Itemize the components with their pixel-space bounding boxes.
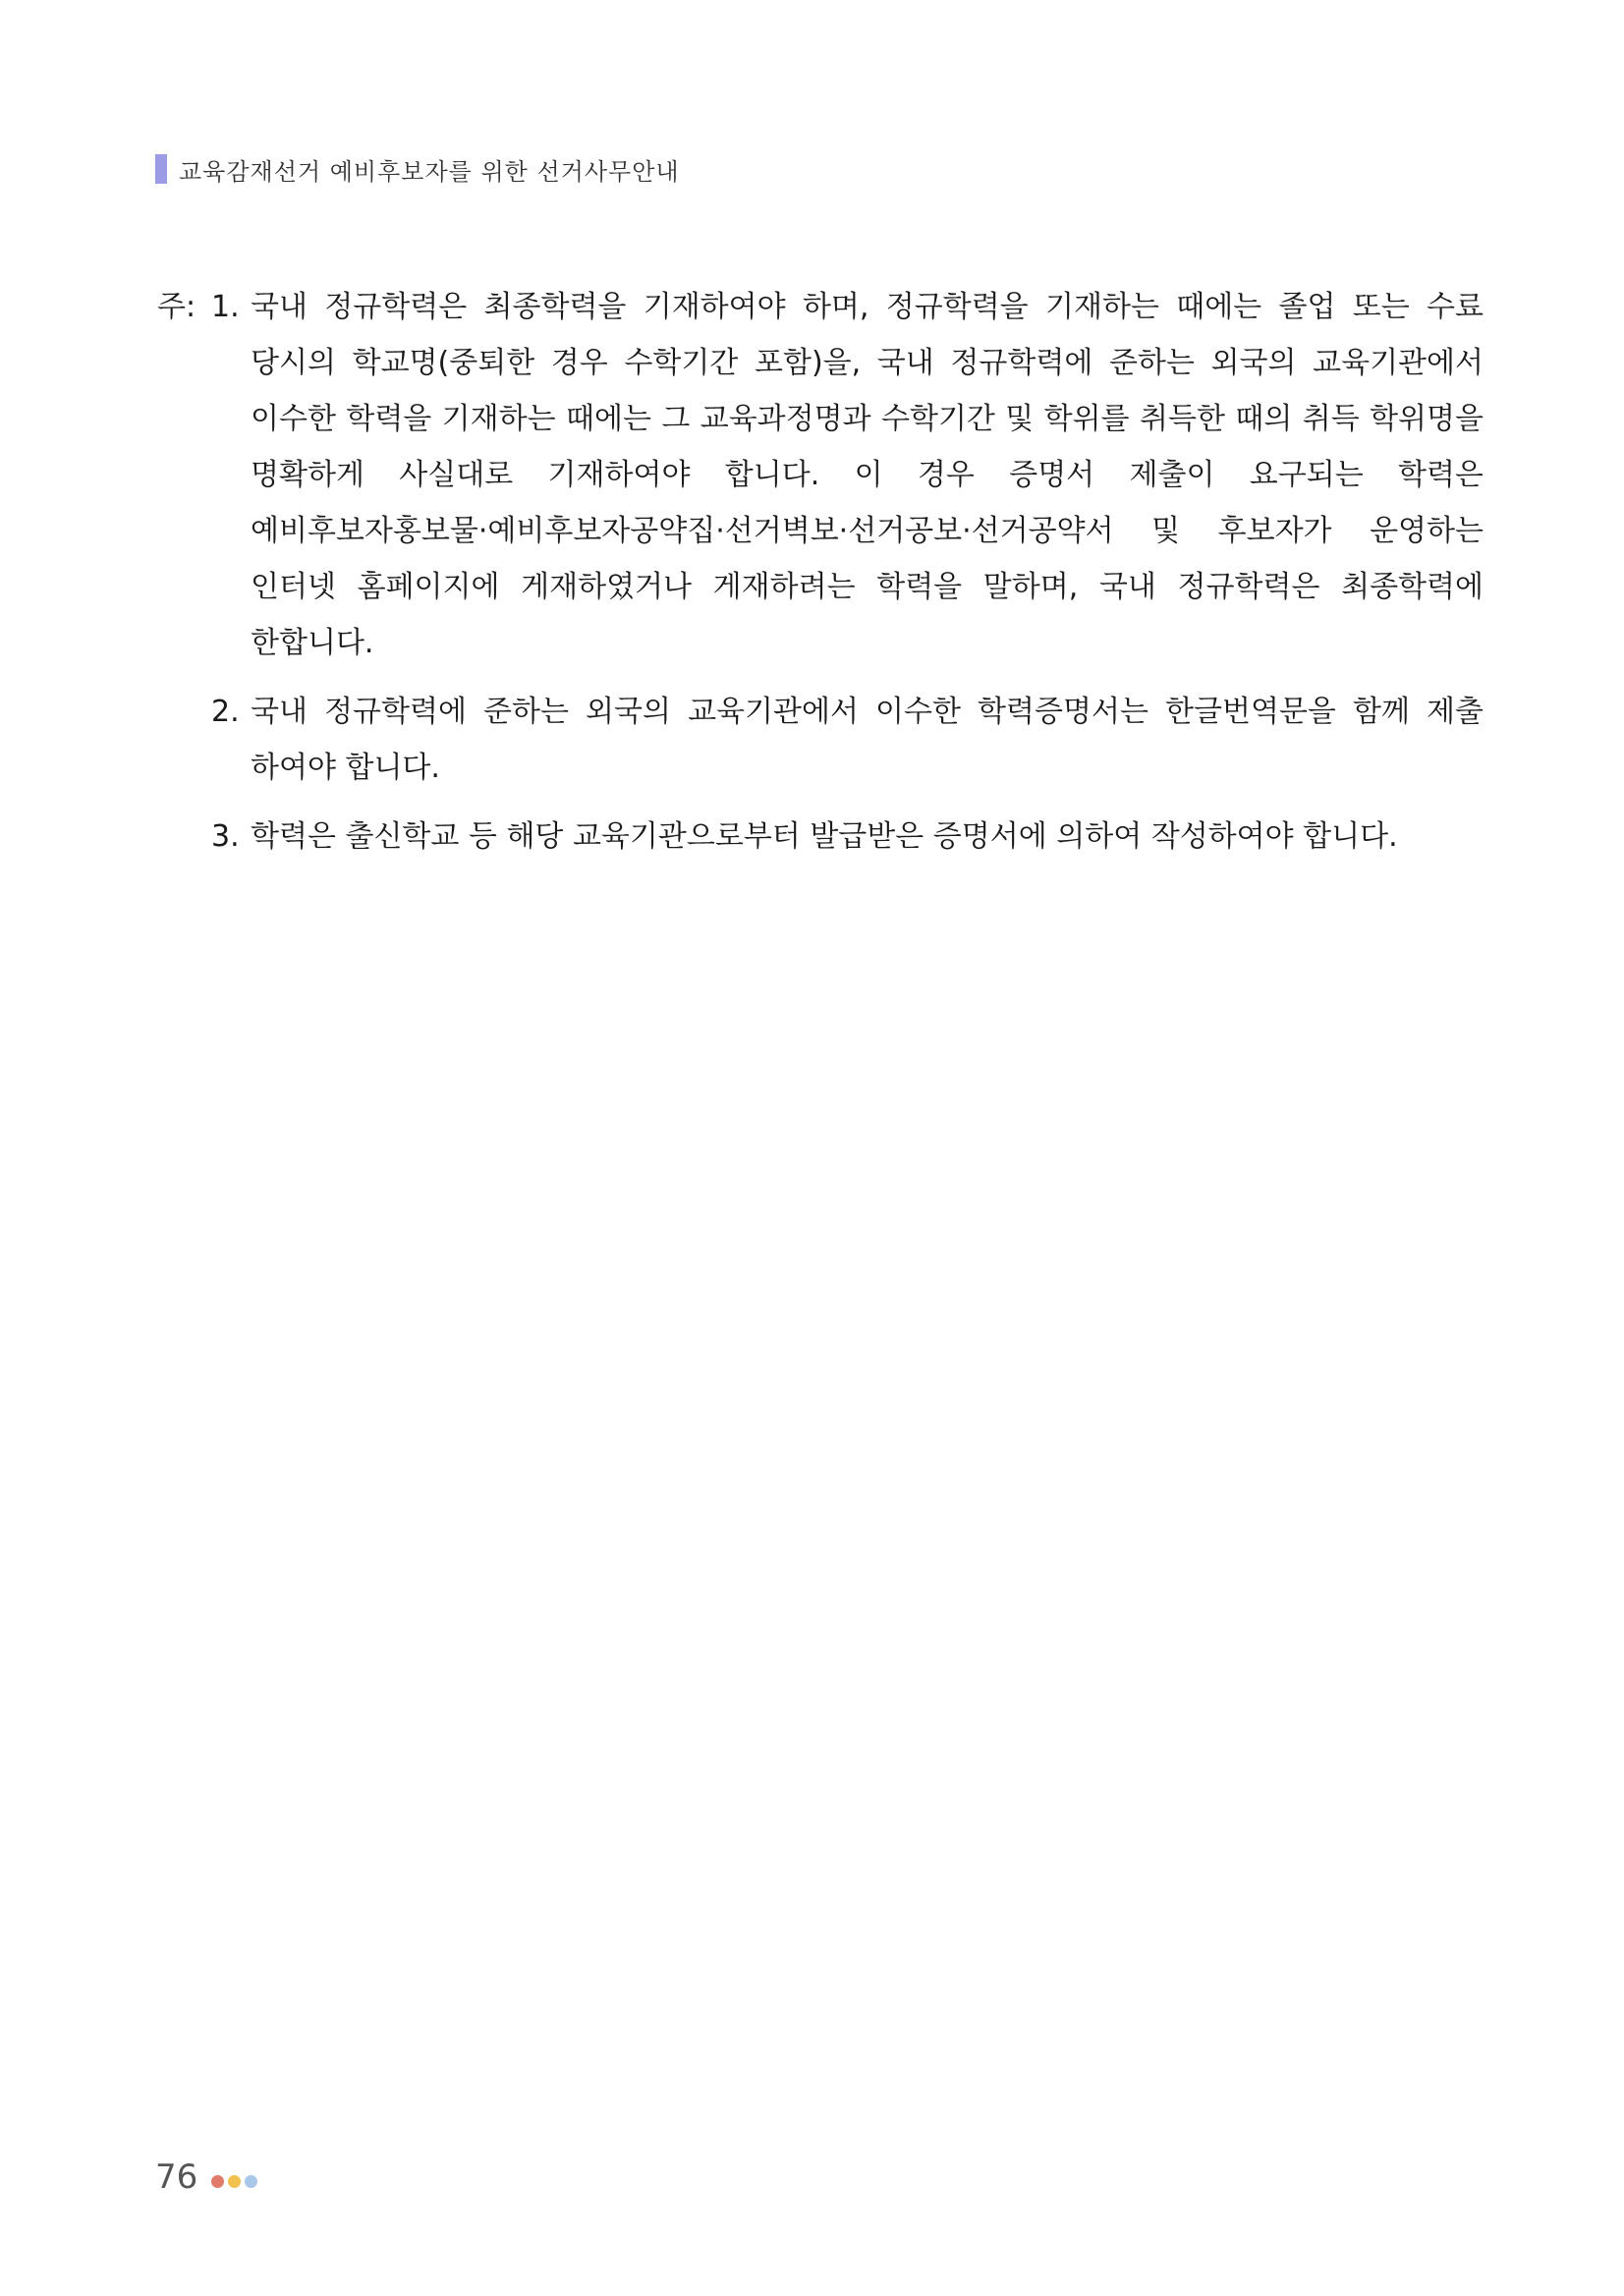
note-number: 2. [211, 695, 240, 729]
notes-block [157, 279, 1484, 865]
note-text: 학력은 출신학교 등 해당 교육기관으로부터 발급받은 증명서에 의하여 작성하여야 합니다. [251, 819, 1398, 854]
notes-list [211, 279, 1484, 865]
note-item-2 [211, 684, 1484, 796]
note-number: 1. [211, 290, 240, 324]
note-item-1 [211, 279, 1484, 671]
footer-dots-decoration [211, 2175, 261, 2188]
header-accent-bar [155, 154, 167, 184]
notes-section [157, 279, 1484, 865]
footer-dot [211, 2175, 224, 2188]
note-text: 국내 정규학력은 최종학력을 기재하여야 하며, 정규학력을 기재하는 때에는 졸업 또는 수료 당시의 학교명(중퇴한 경우 수학기간 포함)을, 국내 정규학력에 준하는 외국의 교육기관에서 이수한 학력을 기재하는 때에는 그 교육과정명과 수학기간 및 학위를 취득한 때의 취득 학위명을 명확하게 사실대로 기재하여야 합니다. 이 경우 증명서 제출이 요구되는 학력은 예비후보자홍보물·예비후보자공약집·선거벽보·선거공보·선거공약서 및 후보자가 운영하는 인터넷 홈페이지에 게재하였거나 게재하려는 학력을 말하며, 국내 정규학력은 최종학력에 한합니다. [251, 290, 1484, 660]
footer-dot [245, 2175, 257, 2188]
footer-dot [228, 2175, 241, 2188]
notes-prefix: 주: [157, 290, 196, 324]
note-text: 국내 정규학력에 준하는 외국의 교육기관에서 이수한 학력증명서는 한글번역문을 함께 제출 하여야 합니다. [251, 695, 1484, 785]
page-number: 76 [155, 2157, 198, 2197]
running-header [155, 154, 680, 184]
header-title: 교육감재선거 예비후보자를 위한 선거사무안내 [179, 157, 680, 186]
page-footer [155, 2157, 261, 2197]
note-item-3 [211, 809, 1484, 865]
note-number: 3. [211, 819, 240, 854]
